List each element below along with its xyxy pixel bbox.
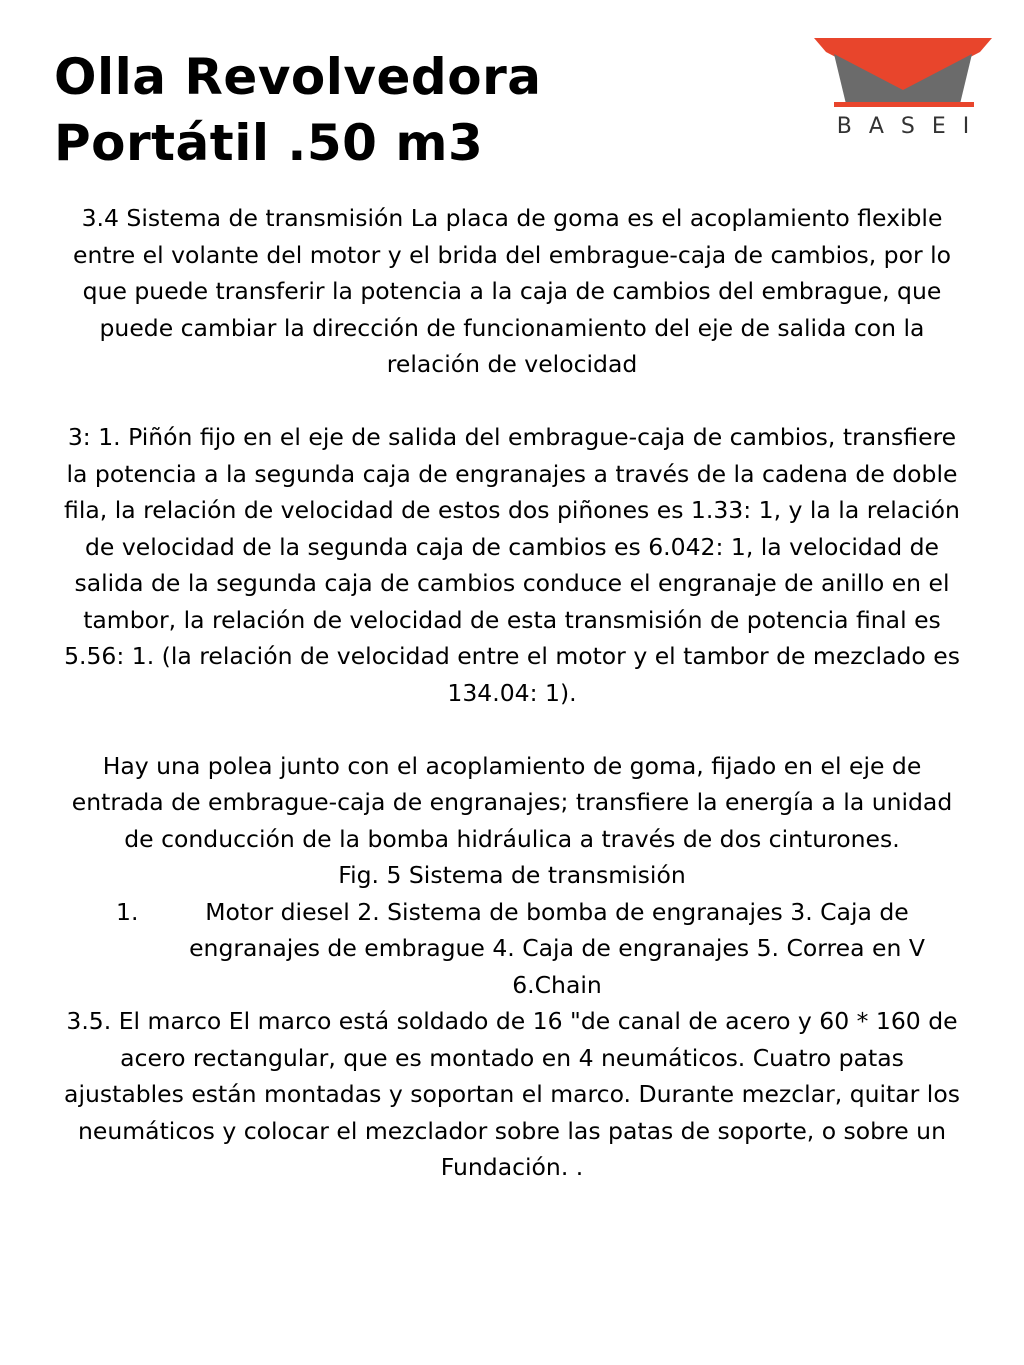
list-item-text: Motor diesel 2. Sistema de bomba de engranajes 3. Caja de engranajes de embrague 4. Caja de engranajes 5. Correa en V 6.Chain: [189, 897, 925, 999]
basei-logo: [814, 38, 992, 148]
paragraph-frame: 3.5. El marco El marco está soldado de 16 "de canal de acero y 60 * 160 de acero rectangular, que es montado en 4 neumáticos. Cuatro patas ajustables están montadas y soportan el marco. Durante mezclar, quitar los neumáticos y colocar el mezclador sobre las patas de soporte, o sobre un Fundación. .: [64, 1007, 960, 1181]
logo-text: BASEI: [836, 114, 987, 139]
figure-caption: Fig. 5 Sistema de transmisión: [338, 861, 686, 889]
list-item-number: 1.: [116, 897, 139, 926]
body-text: [62, 200, 962, 1186]
basei-logo-mark: [814, 38, 992, 110]
paragraph-transmission: 3.4 Sistema de transmisión La placa de goma es el acoplamiento flexible entre el volante del motor y el brida del embrague-caja de cambios, por lo que puede transferir la potencia a la caja de cambios del embrague, que puede cambiar la dirección de funcionamiento del eje de salida con la relación de velocidad: [72, 204, 951, 378]
logo-red-bar: [834, 102, 974, 107]
title-line-2: Portátil .50 m3: [54, 114, 484, 172]
component-list: [62, 894, 962, 1004]
paragraph-ratios: 3: 1. Piñón fijo en el eje de salida del embrague-caja de cambios, transfiere la potencia a la segunda caja de engranajes a través de la cadena de doble fila, la relación de velocidad de estos dos piñones es 1.33: 1, y la la relación de velocidad de la segunda caja de cambios es 6.042: 1, la velocidad de salida de la segunda caja de cambios conduce el engranaje de anillo en el tambor, la relación de velocidad de esta transmisión de potencia final es 5.56: 1. (la relación de velocidad entre el motor y el tambor de mezclado es 134.04: 1).: [64, 423, 960, 707]
paragraph-pulley: Hay una polea junto con el acoplamiento de goma, fijado en el eje de entrada de embrague-caja de engranajes; transfiere la energía a la unidad de conducción de la bomba hidráulica a través de dos cinturones.: [71, 751, 953, 853]
page-title: [54, 44, 541, 176]
title-line-1: Olla Revolvedora: [54, 48, 542, 106]
list-item: [62, 894, 962, 1004]
